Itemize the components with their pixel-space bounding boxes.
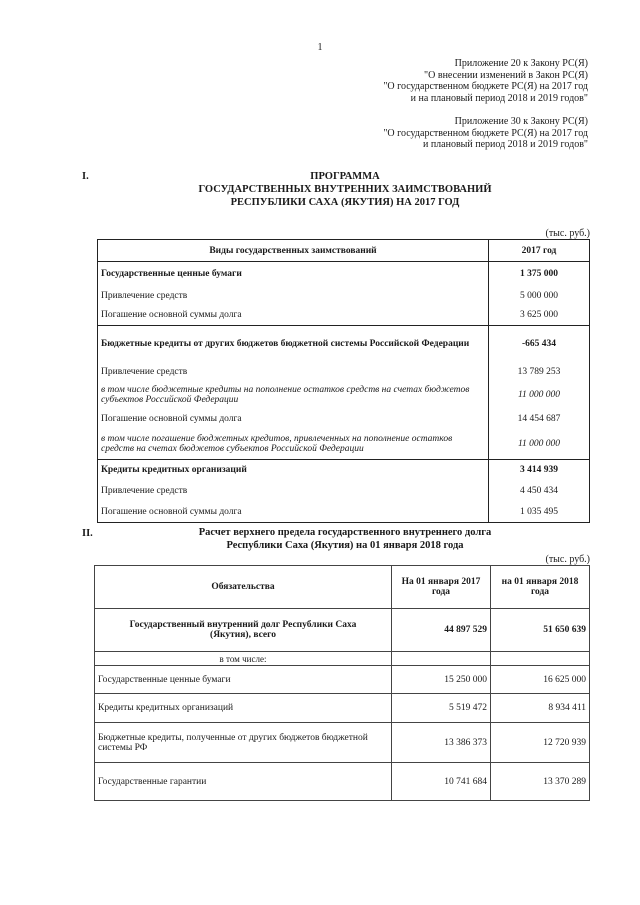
empty-cell xyxy=(491,652,590,666)
row-value-2017: 10 741 684 xyxy=(392,763,491,801)
row-value-2017: 13 386 373 xyxy=(392,723,491,763)
row-value: 1 375 000 xyxy=(489,262,590,286)
row-value: 13 789 253 xyxy=(517,366,561,377)
row-label: Привлечение средств xyxy=(98,481,489,502)
row-value: 3 414 939 xyxy=(489,460,590,481)
table-row xyxy=(98,286,590,306)
row-value-2017: 44 897 529 xyxy=(392,609,491,652)
row-value: 4 450 434 xyxy=(520,486,558,496)
table-row xyxy=(95,723,590,763)
row-label: в том числе бюджетные кредиты на пополнение остатков средств на счетах бюджетов субъектов Российской Федерации xyxy=(98,382,489,409)
empty-cell xyxy=(392,652,491,666)
row-value: 5 000 000 xyxy=(520,290,558,301)
section-number-1: I. xyxy=(82,171,89,182)
section-1-title xyxy=(100,170,590,209)
row-value: 3 625 000 xyxy=(520,310,558,321)
column-header: на 01 января 2018 года xyxy=(491,566,590,609)
row-label: Государственные гарантии xyxy=(95,763,392,801)
annex-line: "О государственном бюджете РС(Я) на 2017 год xyxy=(383,81,588,92)
row-label: Государственные ценные бумаги xyxy=(95,666,392,694)
table-row xyxy=(98,306,590,326)
table-header-row xyxy=(95,566,590,609)
table-row xyxy=(98,262,590,286)
row-value-2017: 15 250 000 xyxy=(392,666,491,694)
annex-line: Приложение 20 к Закону РС(Я) xyxy=(454,58,588,69)
row-label: в том числе погашение бюджетных кредитов, привлеченных на пополнение остатков средств на счетах бюджетов субъектов Российской Федерации xyxy=(98,429,489,460)
row-label: Погашение основной суммы долга xyxy=(98,409,489,429)
row-value: 1 035 495 xyxy=(520,506,558,517)
table-row xyxy=(98,362,590,382)
table-row xyxy=(98,502,590,523)
row-value: 14 454 687 xyxy=(517,413,561,424)
column-header: Виды государственных заимствований xyxy=(98,240,489,262)
total-row xyxy=(95,609,590,652)
row-label: Кредиты кредитных организаций xyxy=(95,694,392,723)
annex-note-20 xyxy=(383,58,588,104)
row-label: Государственные ценные бумаги xyxy=(98,262,489,286)
table-row xyxy=(98,460,590,481)
row-value-2018: 8 934 411 xyxy=(491,694,590,723)
annex-line: Приложение 30 к Закону РС(Я) xyxy=(454,116,588,127)
row-value: 11 000 000 xyxy=(517,438,561,449)
annex-note-30 xyxy=(383,116,588,151)
title-line: Республики Саха (Якутия) на 01 января 2018 года xyxy=(226,540,464,551)
title-line: Расчет верхнего предела государственного внутреннего долга xyxy=(198,527,492,538)
annex-line: и плановый период 2018 и 2019 годов" xyxy=(422,139,588,150)
table-header-row xyxy=(98,240,590,262)
row-value-2018: 51 650 639 xyxy=(491,609,590,652)
subheading-label: в том числе: xyxy=(95,652,392,666)
borrowing-program-table xyxy=(97,239,590,523)
table-row xyxy=(98,382,590,409)
section-number-2: II. xyxy=(82,528,93,539)
section-2-title xyxy=(100,526,590,552)
row-value: -665 434 xyxy=(489,326,590,362)
column-header: На 01 января 2017 года xyxy=(392,566,491,609)
column-header: 2017 год xyxy=(489,240,590,262)
units-label: (тыс. руб.) xyxy=(545,228,590,239)
row-value-2018: 12 720 939 xyxy=(491,723,590,763)
row-label: Кредиты кредитных организаций xyxy=(98,460,489,481)
row-value-2018: 16 625 000 xyxy=(491,666,590,694)
table-row xyxy=(98,481,590,502)
annex-line: и на плановый период 2018 и 2019 годов" xyxy=(410,92,588,104)
row-label: Государственный внутренний долг Республики Саха (Якутия), всего xyxy=(95,609,392,652)
row-label: Бюджетные кредиты от других бюджетов бюджетной системы Российской Федерации xyxy=(98,326,489,362)
units-label: (тыс. руб.) xyxy=(545,554,590,565)
row-value: 11 000 000 xyxy=(517,390,561,400)
title-line: ПРОГРАММА xyxy=(310,171,380,182)
table-row xyxy=(95,666,590,694)
row-label: Погашение основной суммы долга xyxy=(98,306,489,326)
table-row xyxy=(95,763,590,801)
column-header: Обязательства xyxy=(95,566,392,609)
subheading-row xyxy=(95,652,590,666)
page-number: 1 xyxy=(317,42,323,53)
title-line: ГОСУДАРСТВЕННЫХ ВНУТРЕННИХ ЗАИМСТВОВАНИЙ xyxy=(198,184,492,195)
row-label: Привлечение средств xyxy=(98,286,489,306)
row-label: Погашение основной суммы долга xyxy=(98,502,489,523)
table-row xyxy=(98,409,590,429)
row-value-2017: 5 519 472 xyxy=(392,694,491,723)
table-row xyxy=(98,429,590,460)
table-row xyxy=(95,694,590,723)
row-value-2018: 13 370 289 xyxy=(491,763,590,801)
debt-limit-table xyxy=(94,565,590,801)
title-line: РЕСПУБЛИКИ САХА (ЯКУТИЯ) НА 2017 ГОД xyxy=(230,197,460,208)
annex-line: "О государственном бюджете РС(Я) на 2017 год xyxy=(383,127,588,139)
annex-line: "О внесении изменений в Закон РС(Я) xyxy=(424,69,588,81)
row-label: Бюджетные кредиты, полученные от других бюджетов бюджетной системы РФ xyxy=(95,723,392,763)
row-label: Привлечение средств xyxy=(98,362,489,382)
table-row xyxy=(98,326,590,362)
